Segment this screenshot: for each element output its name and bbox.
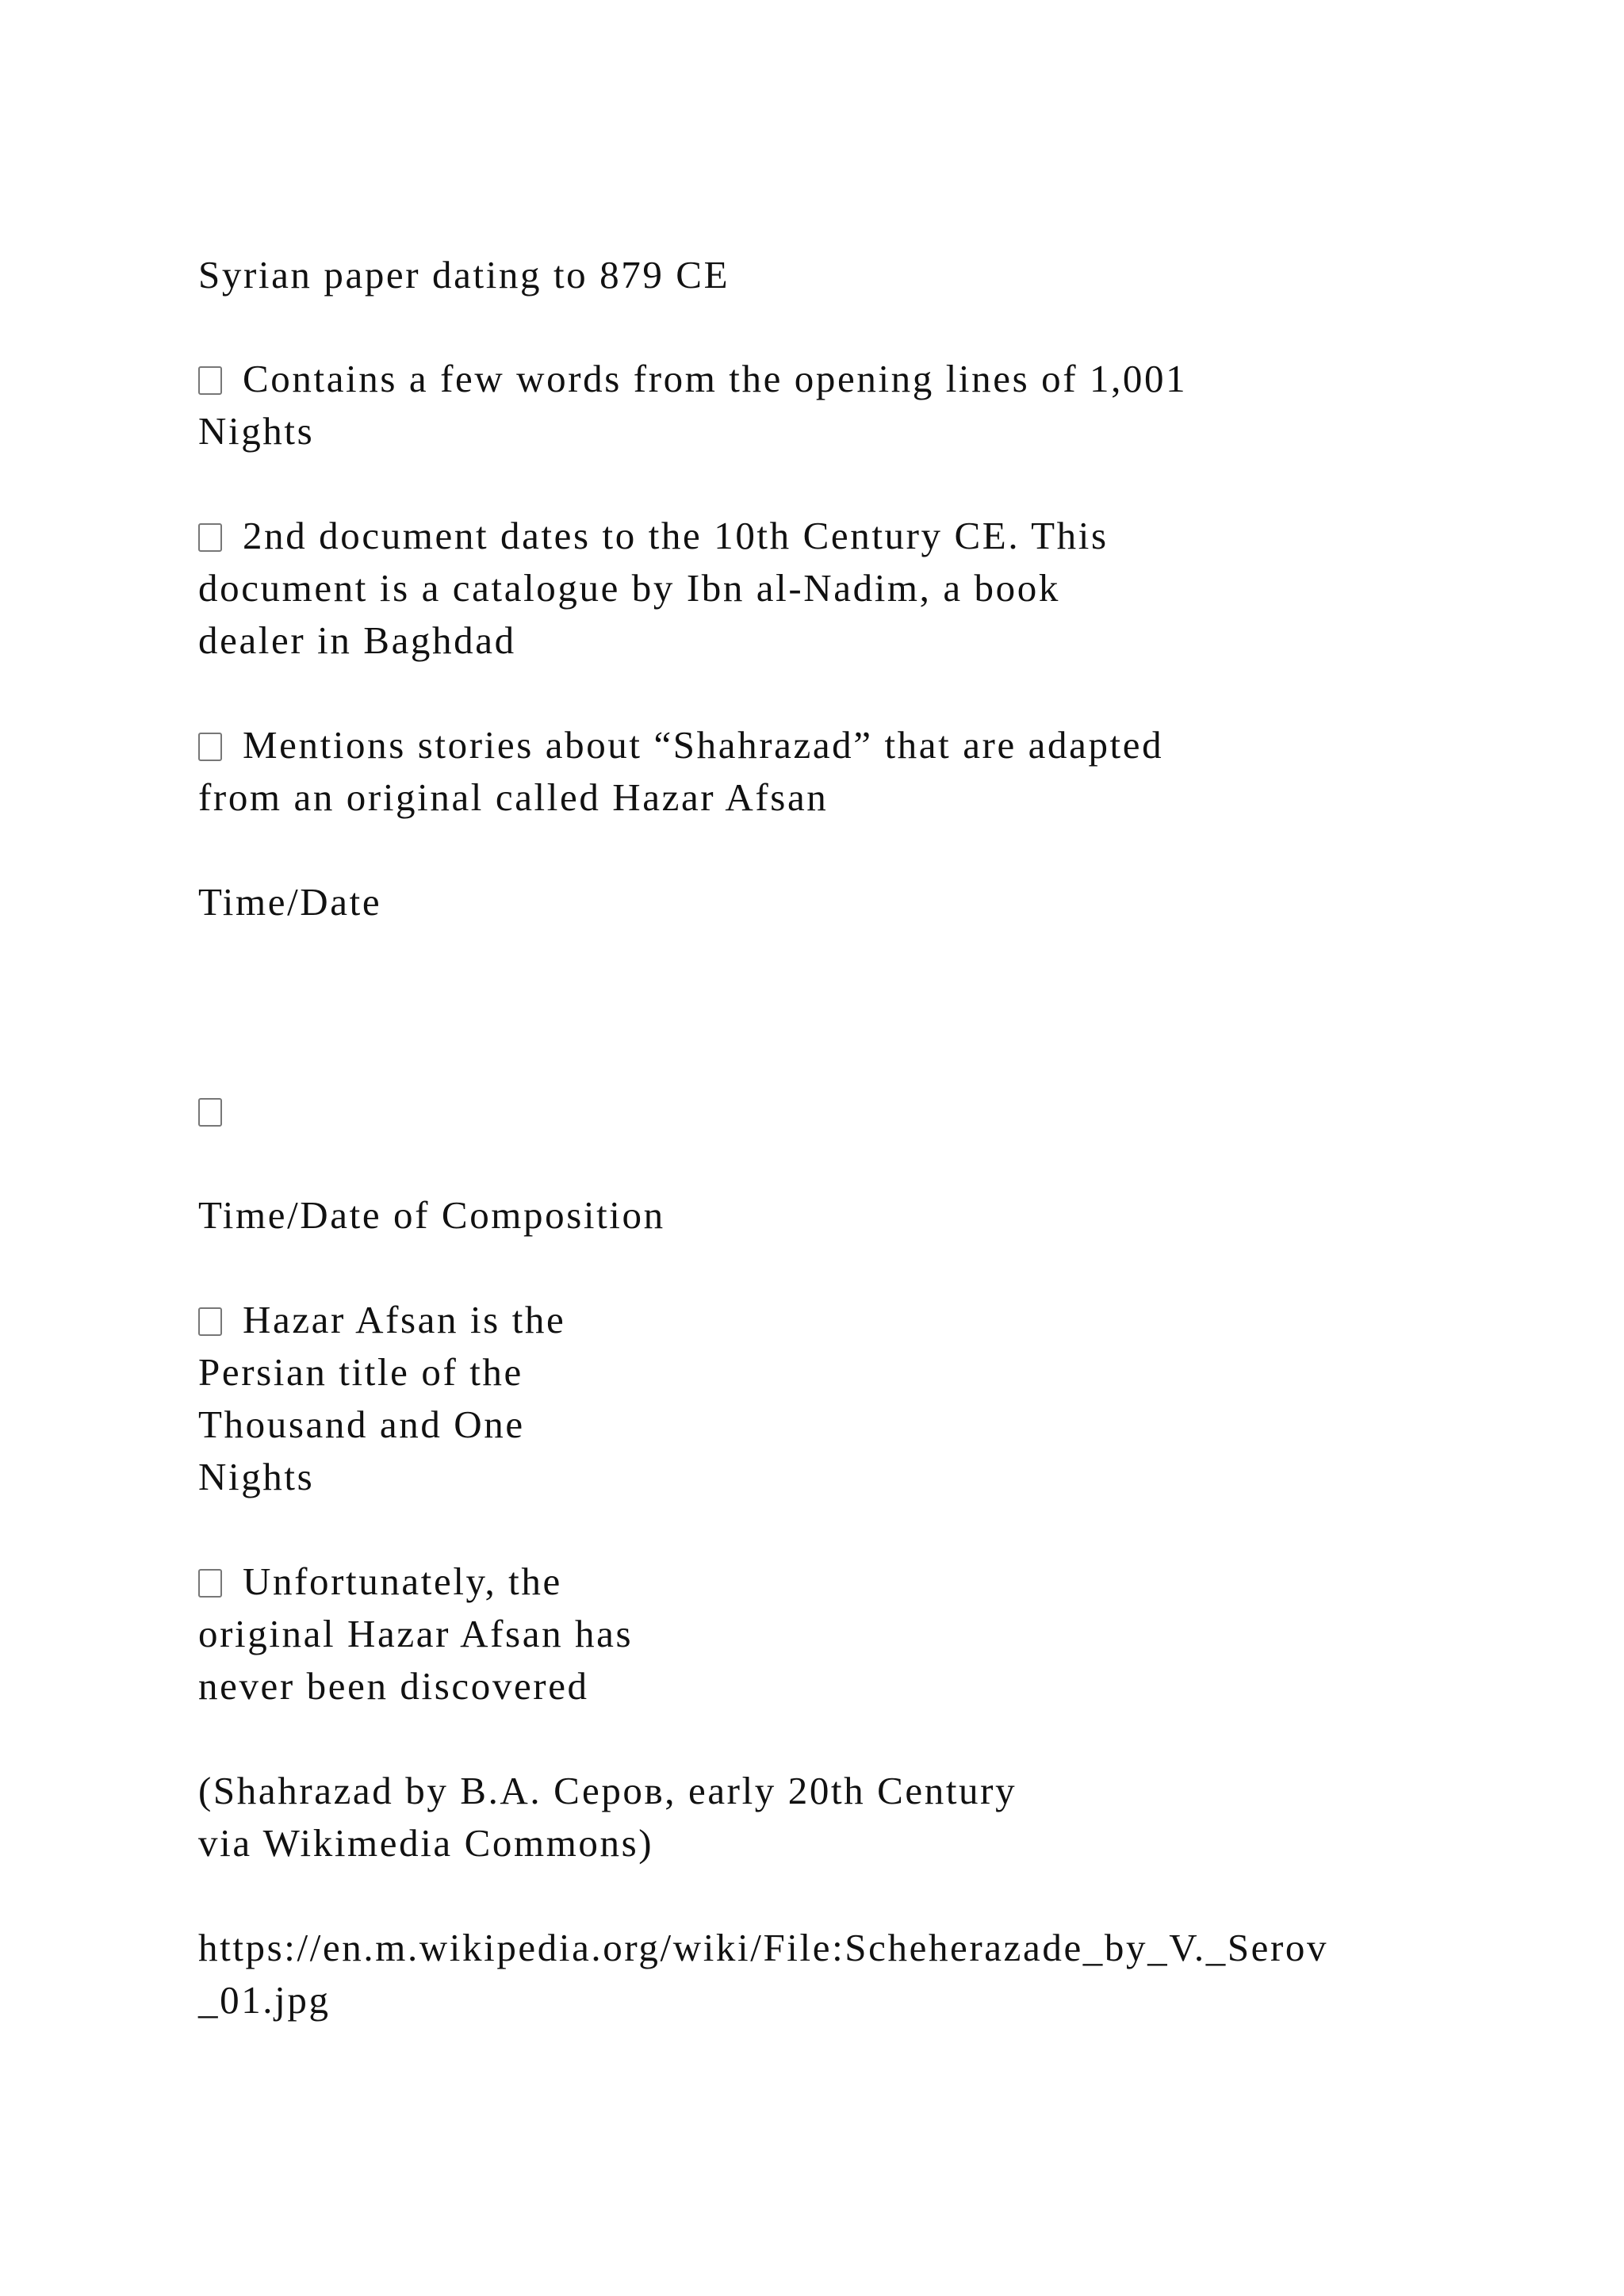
bullet-item bbox=[198, 1559, 562, 1603]
bullet-item bbox=[198, 1300, 565, 1339]
text-line: Time/Date of Composition bbox=[198, 1193, 665, 1237]
text-line: via Wikimedia Commons) bbox=[198, 1821, 654, 1865]
source-link-continued[interactable]: _01.jpg bbox=[198, 1978, 331, 2022]
missing-glyph-box-icon bbox=[198, 1307, 222, 1336]
bullet-item bbox=[198, 1091, 222, 1130]
bullet-text: Unfortunately, the bbox=[243, 1559, 562, 1603]
missing-glyph-box-icon bbox=[198, 366, 222, 395]
bullet-text: Mentions stories about “Shahrazad” that are adapted bbox=[243, 723, 1164, 767]
text-line: Nights bbox=[198, 1455, 315, 1498]
text-line: never been discovered bbox=[198, 1664, 589, 1708]
text-line: Thousand and One bbox=[198, 1402, 525, 1446]
source-link[interactable]: https://en.m.wikipedia.org/wiki/File:Scheherazade_by_V._Serov bbox=[198, 1926, 1329, 1969]
missing-glyph-box-icon bbox=[198, 1569, 222, 1598]
bullet-item bbox=[198, 723, 1164, 767]
bullet-text: Hazar Afsan is the bbox=[243, 1298, 566, 1341]
text-line: Nights bbox=[198, 409, 315, 453]
text-line: original Hazar Afsan has bbox=[198, 1612, 634, 1655]
text-line: from an original called Hazar Afsan bbox=[198, 775, 829, 819]
bullet-text: Contains a few words from the opening lines of 1,001 bbox=[243, 357, 1188, 400]
missing-glyph-box-icon bbox=[198, 523, 222, 552]
bullet-item bbox=[198, 359, 1187, 398]
text-line: document is a catalogue by Ibn al-Nadim, a book bbox=[198, 566, 1060, 610]
text-line: (Shahrazad by B.A. Серов, early 20th Century bbox=[198, 1769, 1017, 1812]
text-line: Syrian paper dating to 879 CE bbox=[198, 253, 730, 297]
bullet-text: 2nd document dates to the 10th Century CE. This bbox=[243, 514, 1109, 557]
bullet-item bbox=[198, 516, 1109, 555]
text-line: Time/Date bbox=[198, 880, 382, 924]
text-line: Persian title of the bbox=[198, 1350, 523, 1394]
text-line: dealer in Baghdad bbox=[198, 618, 516, 662]
missing-glyph-box-icon bbox=[198, 1098, 222, 1127]
missing-glyph-box-icon bbox=[198, 733, 222, 761]
